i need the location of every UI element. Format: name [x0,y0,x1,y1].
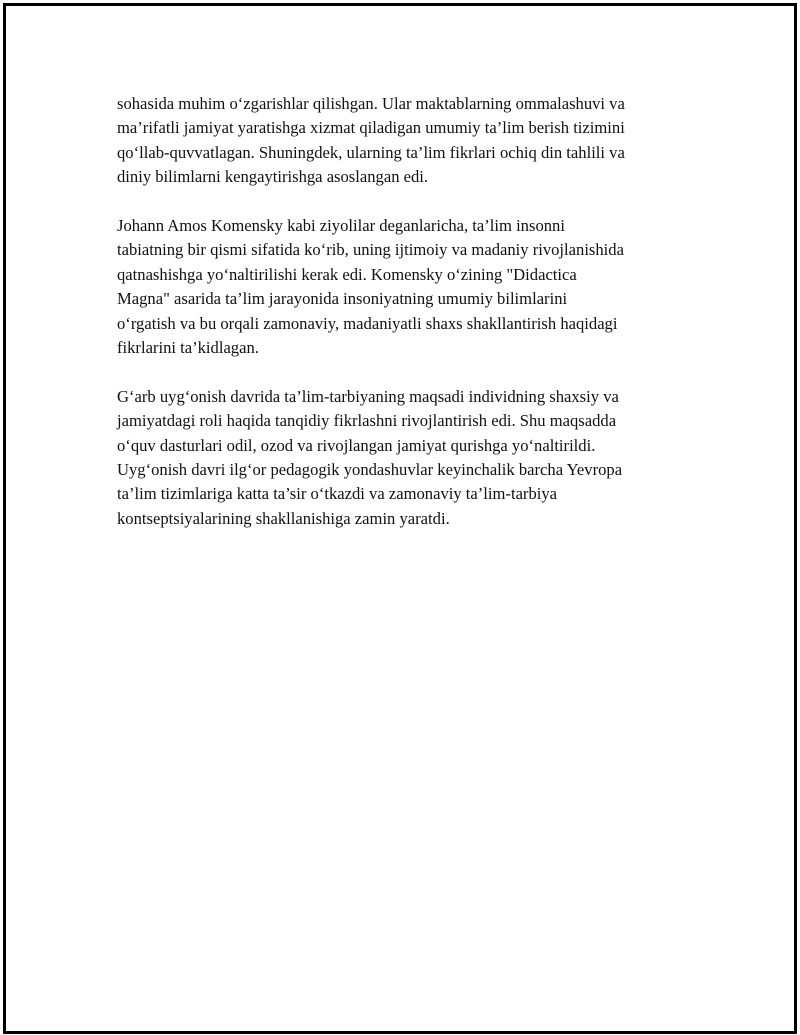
text-line: sohasida muhim o‘zgarishlar qilishgan. Ular maktablarning ommalashuvi va [117,94,625,113]
text-line: G‘arb uyg‘onish davrida ta’lim-tarbiyaning maqsadi individning shaxsiy va [117,386,619,406]
paragraph-2 [117,214,697,360]
text-line: Magna" asarida ta’lim jarayonida insoniyatning umumiy bilimlarini [117,289,568,309]
text-line: kontseptsiyalarining shakllanishiga zamin yaratdi. [117,508,450,528]
text-line: Johann Amos Komensky kabi ziyolilar deganlaricha, ta’lim insonni [117,216,565,236]
paragraph-3 [117,385,697,531]
text-line: tabiatning bir qismi sifatida ko‘rib, uning ijtimoiy va madaniy rivojlanishida [117,240,624,260]
paragraph-1 [117,92,697,190]
text-line: o‘rgatish va bu orqali zamonaviy, madaniyatli shaxs shakllantirish haqidagi [117,313,618,333]
text-line: fikrlarini ta’kidlagan. [117,338,259,358]
text-line: ma’rifatli jamiyat yaratishga xizmat qiladigan umumiy ta’lim berish tizimini [117,118,625,138]
text-line: qo‘llab-quvvatlagan. Shuningdek, ularning ta’lim fikrlari ochiq din tahlili va [117,142,625,162]
text-line: o‘quv dasturlari odil, ozod va rivojlangan jamiyat qurishga yo‘naltirildi. [117,435,596,455]
text-line: Uyg‘onish davri ilg‘or pedagogik yondashuvlar keyinchalik barcha Yevropa [117,460,623,480]
text-line: diniy bilimlarni kengaytirishga asoslangan edi. [117,167,429,187]
text-line: ta’lim tizimlariga katta ta’sir o‘tkazdi va zamonaviy ta’lim-tarbiya [117,484,558,504]
document-body [117,92,697,556]
text-line: qatnashishga yo‘naltirilishi kerak edi. Komensky o‘zining "Didactica [117,264,577,284]
text-line: jamiyatdagi roli haqida tanqidiy fikrlashni rivojlantirish edi. Shu maqsadda [117,411,617,431]
